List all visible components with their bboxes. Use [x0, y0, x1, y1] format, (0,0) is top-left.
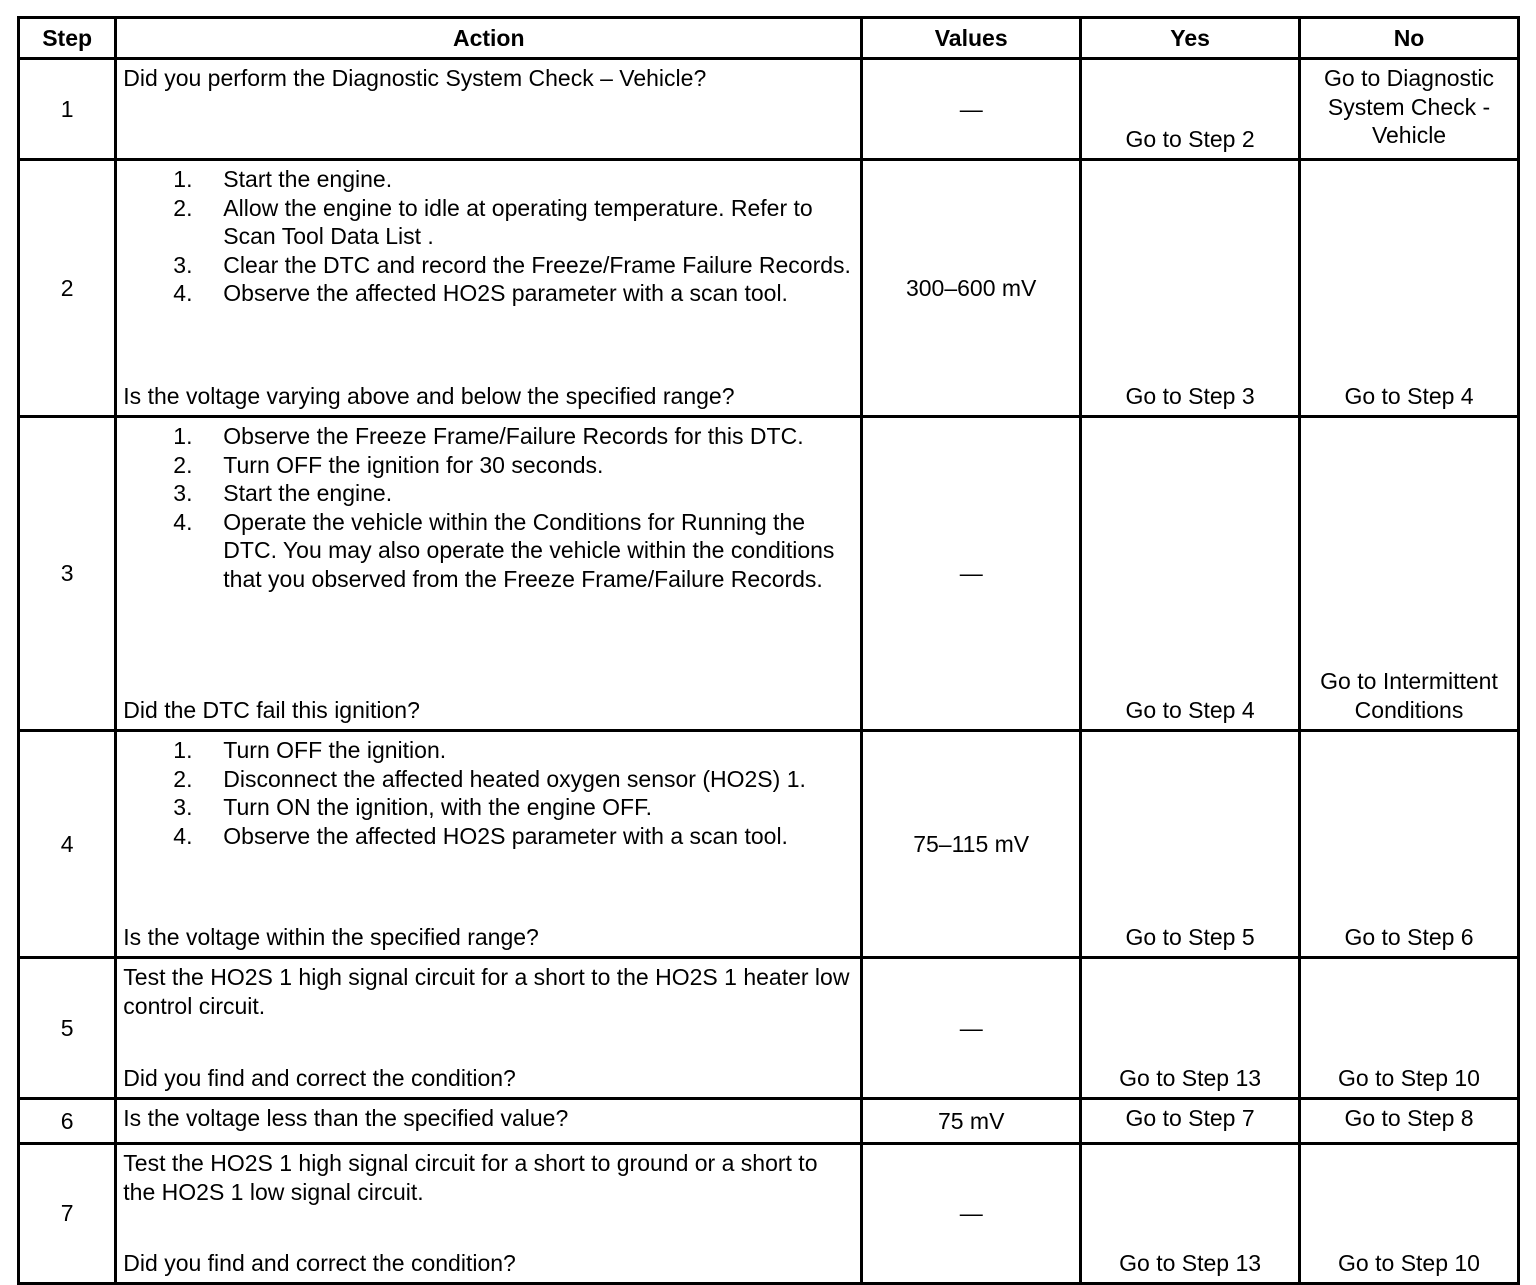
- no-cell: [1300, 417, 1519, 731]
- action-cell: [116, 59, 862, 160]
- action-steps-list: [173, 422, 854, 593]
- value-cell: 75 mV: [862, 1099, 1081, 1144]
- yes-answer: [1082, 60, 1298, 158]
- action-step-number: 2.: [173, 451, 193, 478]
- step-number: 1: [19, 59, 116, 160]
- action-step: [173, 251, 854, 280]
- yes-answer: [1082, 1100, 1298, 1142]
- action-step-text: Disconnect the affected heated oxygen sensor (HO2S) 1.: [223, 765, 806, 792]
- step-number: 2: [19, 160, 116, 417]
- table-row: [19, 958, 1519, 1099]
- action-top: [123, 64, 854, 93]
- yes-answer-text: Go to Step 13: [1119, 1064, 1262, 1091]
- action-text: Is the voltage less than the specified value?: [123, 1105, 569, 1131]
- yes-cell: [1081, 59, 1300, 160]
- action-step-text: Observe the affected HO2S parameter with a scan tool.: [223, 280, 788, 306]
- action-top: [123, 165, 854, 308]
- action-cell: [116, 1099, 862, 1144]
- no-answer-text: Go to Step 10: [1338, 1249, 1480, 1276]
- action-text: Test the HO2S 1 high signal circuit for a short to the HO2S 1 heater low control circuit.: [123, 964, 850, 1019]
- action-step: [173, 508, 854, 594]
- action-step: [173, 479, 854, 508]
- action-step-text: Start the engine.: [223, 166, 393, 192]
- yes-answer: [1082, 732, 1298, 956]
- action-steps-list: [173, 736, 854, 850]
- diagnostic-table: [17, 16, 1520, 1285]
- table-row: [19, 59, 1519, 160]
- action-content: [117, 418, 860, 729]
- yes-answer: [1082, 959, 1298, 1097]
- action-top: [123, 736, 854, 850]
- value-cell: —: [862, 958, 1081, 1099]
- no-cell: [1300, 958, 1519, 1099]
- action-step-number: 3.: [173, 251, 193, 278]
- step-number: 7: [19, 1144, 116, 1284]
- action-step-text: Observe the Freeze Frame/Failure Records for this DTC.: [223, 423, 804, 449]
- table-row: [19, 417, 1519, 731]
- no-answer: [1301, 959, 1517, 1097]
- yes-answer: [1082, 418, 1298, 729]
- action-step-number: 1.: [173, 423, 193, 449]
- yes-answer-text: Go to Step 2: [1125, 125, 1255, 152]
- action-step-text: Start the engine.: [223, 480, 393, 506]
- action-step-text: Turn OFF the ignition.: [223, 737, 447, 763]
- no-answer: [1301, 732, 1517, 956]
- table-row: [19, 731, 1519, 958]
- header-row: [19, 18, 1519, 59]
- header-action: Action: [116, 18, 862, 59]
- table-row: [19, 160, 1519, 417]
- action-step: [173, 279, 854, 308]
- action-cell: [116, 958, 862, 1099]
- action-step-text: Turn OFF the ignition for 30 seconds.: [223, 451, 604, 478]
- yes-answer-text: Go to Step 3: [1125, 382, 1255, 409]
- action-question: Did you find and correct the condition?: [123, 1064, 516, 1091]
- value-cell: —: [862, 1144, 1081, 1284]
- no-cell: [1300, 160, 1519, 417]
- yes-answer: [1082, 161, 1298, 415]
- action-cell: [116, 417, 862, 731]
- action-cell: [116, 1144, 862, 1284]
- table-row: [19, 1144, 1519, 1284]
- no-answer: [1301, 60, 1517, 158]
- header-step: Step: [19, 18, 116, 59]
- no-cell: [1300, 1099, 1519, 1144]
- header-values: Values: [862, 18, 1081, 59]
- action-step-number: 1.: [173, 166, 193, 192]
- action-step: [173, 422, 854, 451]
- action-steps-list: [173, 165, 854, 308]
- action-content: [117, 60, 860, 158]
- no-answer-text: Go to Step 4: [1344, 382, 1474, 409]
- action-step-number: 1.: [173, 737, 193, 763]
- action-content: [117, 959, 860, 1097]
- step-number: 4: [19, 731, 116, 958]
- action-step-number: 4.: [173, 280, 193, 306]
- yes-answer-text: Go to Step 7: [1125, 1105, 1255, 1131]
- action-question: Did the DTC fail this ignition?: [123, 696, 420, 723]
- yes-cell: [1081, 1144, 1300, 1284]
- no-answer-text: Go to Step 6: [1344, 923, 1474, 950]
- action-cell: [116, 160, 862, 417]
- yes-cell: [1081, 417, 1300, 731]
- action-step: [173, 194, 854, 251]
- action-content: [117, 161, 860, 415]
- no-answer: [1301, 418, 1517, 729]
- action-step: [173, 165, 854, 194]
- action-step: [173, 822, 854, 851]
- no-answer: [1301, 1145, 1517, 1282]
- no-cell: [1300, 731, 1519, 958]
- yes-answer-text: Go to Step 4: [1125, 696, 1255, 723]
- action-top: [123, 963, 854, 1020]
- action-step-text: Turn ON the ignition, with the engine OFF.: [223, 794, 652, 820]
- yes-cell: [1081, 731, 1300, 958]
- action-step-number: 3.: [173, 480, 193, 506]
- action-step-text: Clear the DTC and record the Freeze/Frame Failure Records.: [223, 251, 851, 278]
- yes-answer-text: Go to Step 13: [1119, 1249, 1262, 1276]
- action-step: [173, 451, 854, 480]
- no-cell: [1300, 59, 1519, 160]
- action-step: [173, 736, 854, 765]
- header-no: No: [1300, 18, 1519, 59]
- action-content: [117, 1145, 860, 1282]
- value-cell: 75–115 mV: [862, 731, 1081, 958]
- no-answer: [1301, 1100, 1517, 1142]
- action-content: [117, 732, 860, 956]
- yes-cell: [1081, 1099, 1300, 1144]
- action-step-number: 4.: [173, 822, 193, 849]
- action-step-number: 2.: [173, 194, 193, 221]
- no-answer-text: Go to Step 10: [1338, 1064, 1480, 1091]
- action-question: Did you find and correct the condition?: [123, 1249, 516, 1276]
- value-cell: —: [862, 59, 1081, 160]
- action-content: [117, 1100, 860, 1142]
- yes-cell: [1081, 160, 1300, 417]
- action-step-text: Operate the vehicle within the Conditions for Running the DTC. You may also operate the vehicle within the conditions that you observed from the Freeze Frame/Failure Records.: [223, 508, 835, 592]
- no-answer-text: Go to Step 8: [1344, 1105, 1474, 1131]
- action-step-text: Observe the affected HO2S parameter with a scan tool.: [223, 822, 788, 849]
- yes-answer: [1082, 1145, 1298, 1282]
- yes-answer-text: Go to Step 5: [1125, 923, 1255, 950]
- action-top: [123, 1149, 854, 1206]
- action-question: Is the voltage varying above and below the specified range?: [123, 382, 735, 409]
- action-top: [123, 1104, 854, 1133]
- action-step-number: 3.: [173, 794, 193, 820]
- step-number: 6: [19, 1099, 116, 1144]
- header-yes: Yes: [1081, 18, 1300, 59]
- action-cell: [116, 731, 862, 958]
- no-cell: [1300, 1144, 1519, 1284]
- action-question: Is the voltage within the specified range?: [123, 923, 539, 950]
- value-cell: —: [862, 417, 1081, 731]
- value-cell: 300–600 mV: [862, 160, 1081, 417]
- action-step-number: 2.: [173, 765, 193, 792]
- no-answer-text: Go to Intermittent Conditions: [1320, 668, 1498, 723]
- action-step: [173, 765, 854, 794]
- no-answer-text: Go to Diagnostic System Check - Vehicle: [1324, 65, 1495, 148]
- no-answer: [1301, 161, 1517, 415]
- action-step-number: 4.: [173, 508, 193, 535]
- table-row: [19, 1099, 1519, 1144]
- action-step: [173, 793, 854, 822]
- action-step-text: Allow the engine to idle at operating temperature. Refer to Scan Tool Data List .: [223, 194, 813, 249]
- step-number: 3: [19, 417, 116, 731]
- step-number: 5: [19, 958, 116, 1099]
- action-text: Did you perform the Diagnostic System Check – Vehicle?: [123, 65, 707, 91]
- yes-cell: [1081, 958, 1300, 1099]
- action-text: Test the HO2S 1 high signal circuit for a short to ground or a short to the HO2S 1 low signal circuit.: [123, 1150, 818, 1205]
- action-top: [123, 422, 854, 593]
